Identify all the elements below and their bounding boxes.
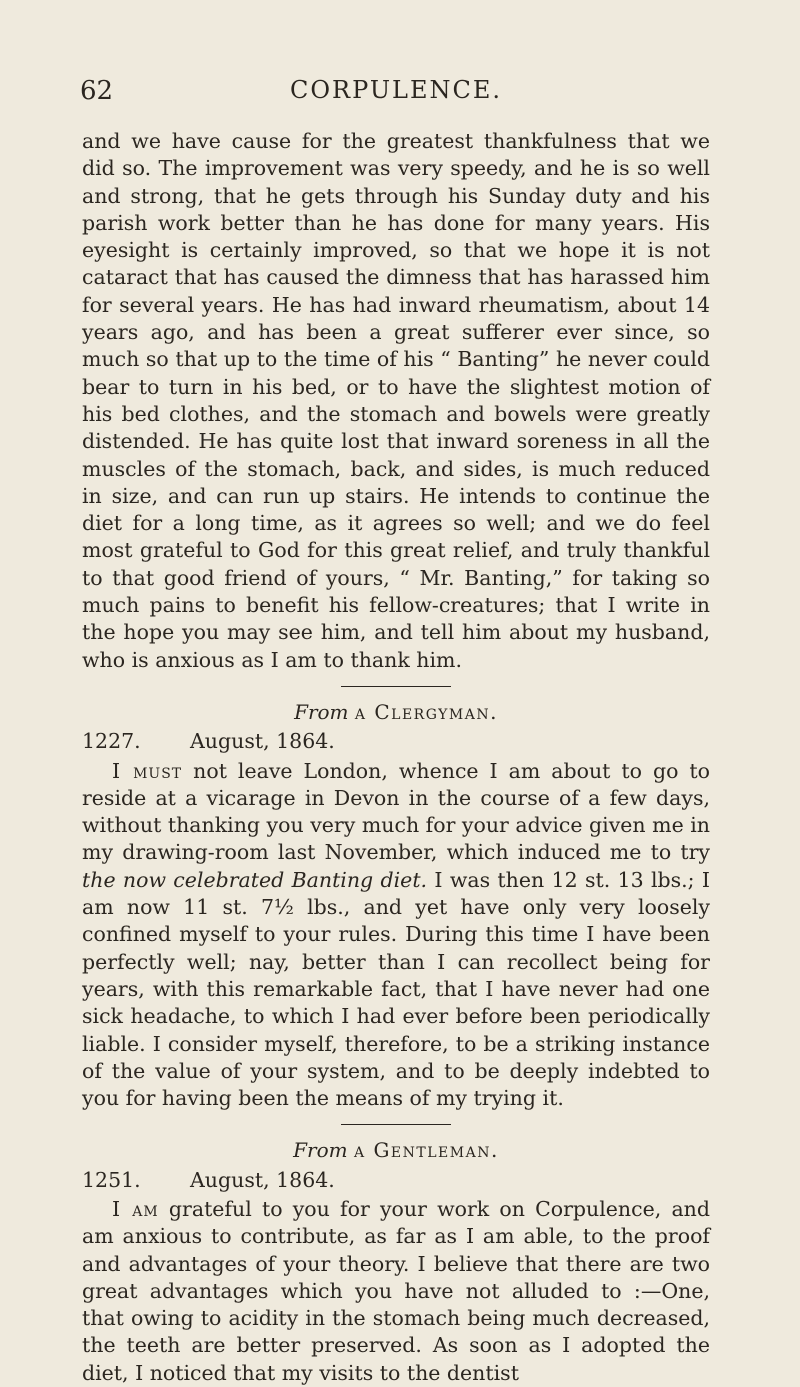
letter-text: not leave London, whence I am about to go to reside at a vicarage in Devon in the course of a few days, without thanking you very much for your advice given me in my drawing-room last November, which induced me to try [82,758,710,865]
letter-text: grateful to you for your work on Corpulence, and am anxious to contribute, as far as I am able, to the proof and advantages of your theory. I believe that there are two great advantages which you have not alluded to :—One, that owing to acidity in the stomach being much decreased, the teeth are better preserved. As soon as I adopted the diet, I noticed that my visits to the dentist [82,1196,710,1385]
letter-date: August, 1864. [190,729,335,754]
letter-date: August, 1864. [190,1167,335,1192]
continued-paragraph: and we have cause for the greatest thankfulness that we did so. The improvement was very speedy, and he is so well and strong, that he gets through his Sunday duty and his parish work better than he has done for many years. His eyesight is certainly improved, so that we hope it is not cataract that has caused the dimness that has harassed him for several years. He has had inward rheumatism, about 14 years ago, and has been a great sufferer ever since, so much so that up to the time of his “ Banting” he never could bear to turn in his bed, or to have the slightest motion of his bed clothes, and the stomach and bowels were greatly distended. He has quite lost that inward soreness in all the muscles of the stomach, back, and sides, is much reduced in size, and can run up stairs. He intends to continue the diet for a long time, as it agrees so well; and we do feel most grateful to God for this great relief, and truly thankful to that good friend of yours, “ Mr. Banting,” for taking so much pains to benefit his fellow-creatures; that I write in the hope you may see him, and tell him about my husband, who is anxious as I am to thank him. [82,129,710,672]
section-divider [341,1124,451,1125]
letter-text: I was then 12 st. 13 lbs.; I am now 11 st. 7½ lbs., and yet have only very loosely confined myself to your rules. During this time I have been perfectly well; nay, better than I can recollect being for years, with this remarkable fact, that I have never had one sick headache, to which I had ever before been periodically liable. I consider myself, therefore, to be a striking instance of the value of your system, and to be deeply indebted to you for having been the means of my trying it. [82,867,710,1111]
letter-number: 1227. [82,729,141,754]
letter-body [82,1196,710,1387]
letter-number: 1251. [82,1167,141,1192]
letter-from-label: From [293,1138,348,1163]
letter-heading [82,1137,710,1164]
page-body [82,128,710,1387]
opening-words: I am [112,1196,159,1221]
letter-meta [82,1167,710,1194]
running-title: CORPULENCE. [289,76,503,104]
letter-meta [82,728,710,755]
letter-heading [82,699,710,726]
section-divider [341,686,451,687]
page-number: 62 [80,76,114,106]
letter-from-label: From [294,699,349,724]
letter-author: a Clergyman. [354,699,498,724]
letter-paragraph [82,758,710,1113]
letter-body [82,758,710,1113]
letter-paragraph [82,1196,710,1387]
letter-author: a Gentleman. [353,1138,499,1163]
opening-words: I must [112,758,183,783]
emphasized-text: the now celebrated Banting diet. [82,867,428,892]
page-header [80,76,712,108]
